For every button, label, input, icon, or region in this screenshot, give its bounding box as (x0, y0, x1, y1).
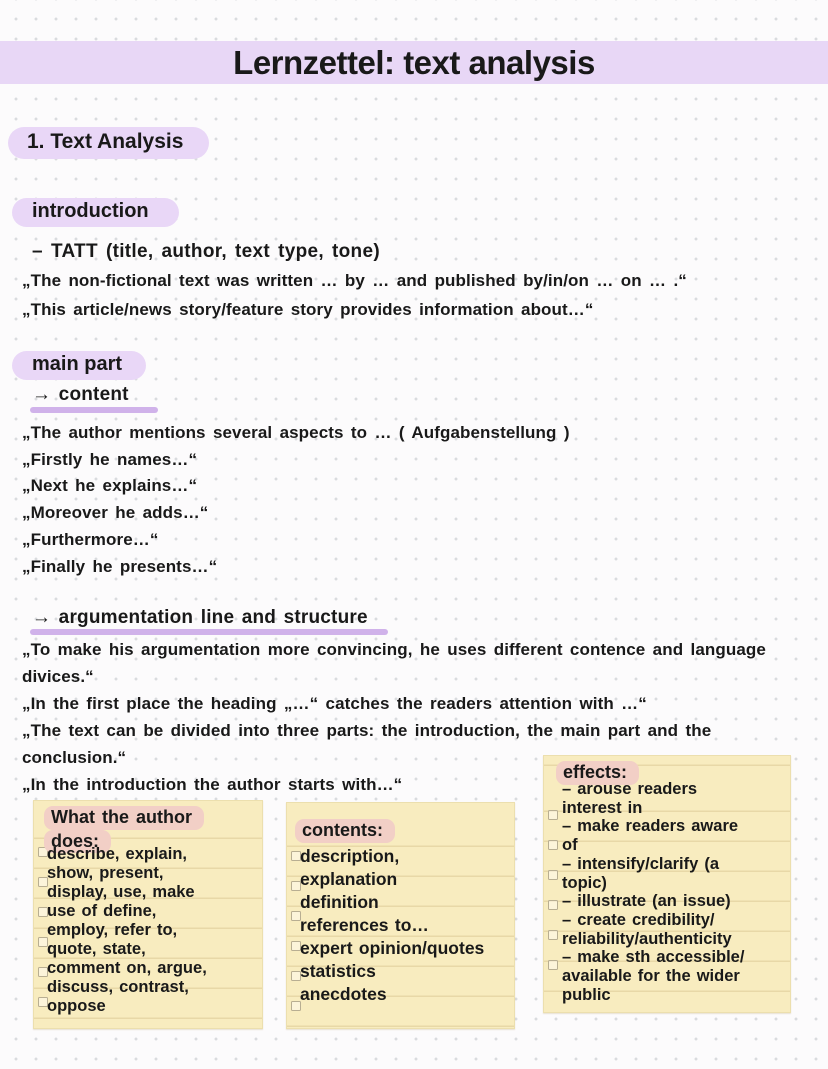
text-line: „In the introduction the author starts with…“ (22, 775, 403, 794)
argumentation-underline (30, 629, 388, 635)
subheading-content: → content (32, 384, 129, 405)
note-line: public (562, 985, 611, 1004)
note-line: – intensify/clarify (a (562, 854, 720, 873)
note-line: – make sth accessible/ (562, 948, 745, 967)
note-line: show, present, (47, 864, 164, 882)
heading-introduction: introduction (12, 198, 179, 227)
text-line: „Next he explains…“ (22, 476, 198, 496)
note-lines (47, 845, 258, 1016)
note-line: oppose (47, 997, 106, 1015)
note-line: – make readers aware (562, 817, 739, 836)
content-lines (22, 420, 570, 580)
text-line: „To make his argumentation more convincing, he uses different contence and language divices.“ (22, 640, 766, 686)
page-title: Lernzettel: text analysis (233, 43, 595, 81)
introduction-lines (22, 237, 687, 324)
note-line: available for the wider (562, 967, 740, 986)
note-title (295, 819, 395, 843)
note-title-line: contents: (295, 819, 395, 843)
note-checkbox[interactable] (548, 870, 558, 880)
text-line: „Furthermore…“ (22, 529, 159, 549)
note-title-line: effects: (556, 761, 639, 785)
note-line: statistics (300, 961, 376, 981)
text-line: „The text can be divided into three parts: the introduction, the main part and the conclusion.“ (22, 721, 712, 767)
note-line: quote, state, (47, 940, 146, 958)
note-line: use of define, (47, 902, 157, 920)
note-line: comment on, argue, (47, 959, 207, 977)
note-effects (543, 755, 791, 1013)
note-checkbox[interactable] (548, 840, 558, 850)
note-line: description, (300, 846, 400, 866)
note-line: references to… (300, 915, 429, 935)
note-line: – illustrate (an issue) (562, 892, 731, 911)
text-line: „Moreover he adds…“ (22, 503, 209, 523)
note-line: of (562, 836, 578, 855)
text-line: „Finally he presents…“ (22, 556, 218, 576)
text-line: „This article/news story/feature story provides information about…“ (22, 300, 594, 319)
note-line: topic) (562, 873, 607, 892)
note-what-author-does (33, 800, 263, 1029)
note-lines (300, 845, 510, 1006)
text-line: „The author mentions several aspects to … ( Aufgabenstellung ) (22, 423, 570, 442)
text-line: „The non-fictional text was written … by … and published by/in/on … on … .“ (22, 271, 687, 290)
note-checkbox[interactable] (548, 960, 558, 970)
note-contents (286, 802, 515, 1029)
note-line: display, use, make (47, 883, 195, 901)
note-checkbox[interactable] (548, 930, 558, 940)
note-line: expert opinion/quotes (300, 938, 485, 958)
note-line: anecdotes (300, 984, 387, 1004)
subheading-argumentation: → argumentation line and structure (32, 607, 368, 628)
note-title-line: What the author (44, 806, 204, 830)
text-line: „Firstly he names…“ (22, 449, 198, 469)
heading-text-analysis: 1. Text Analysis (8, 127, 209, 159)
content-underline (30, 407, 158, 413)
note-line: definition (300, 892, 379, 912)
note-line: explanation (300, 869, 398, 889)
note-line: interest in (562, 798, 643, 817)
note-line: describe, explain, (47, 845, 187, 863)
heading-main-part: main part (12, 351, 146, 380)
note-checkbox[interactable] (548, 900, 558, 910)
note-line: employ, refer to, (47, 921, 178, 939)
text-line: – TATT (title, author, text type, tone) (32, 241, 380, 262)
note-title-line: does: (44, 830, 111, 854)
note-line: – create credibility/ (562, 910, 715, 929)
title-banner (0, 41, 828, 84)
note-line: reliability/authenticity (562, 929, 732, 948)
note-checkbox[interactable] (548, 810, 558, 820)
note-line: discuss, contrast, (47, 978, 189, 996)
note-lines (562, 780, 786, 1004)
note-line: – arouse readers (562, 780, 698, 798)
text-line: „In the first place the heading „…“ catches the readers attention with …“ (22, 694, 647, 713)
